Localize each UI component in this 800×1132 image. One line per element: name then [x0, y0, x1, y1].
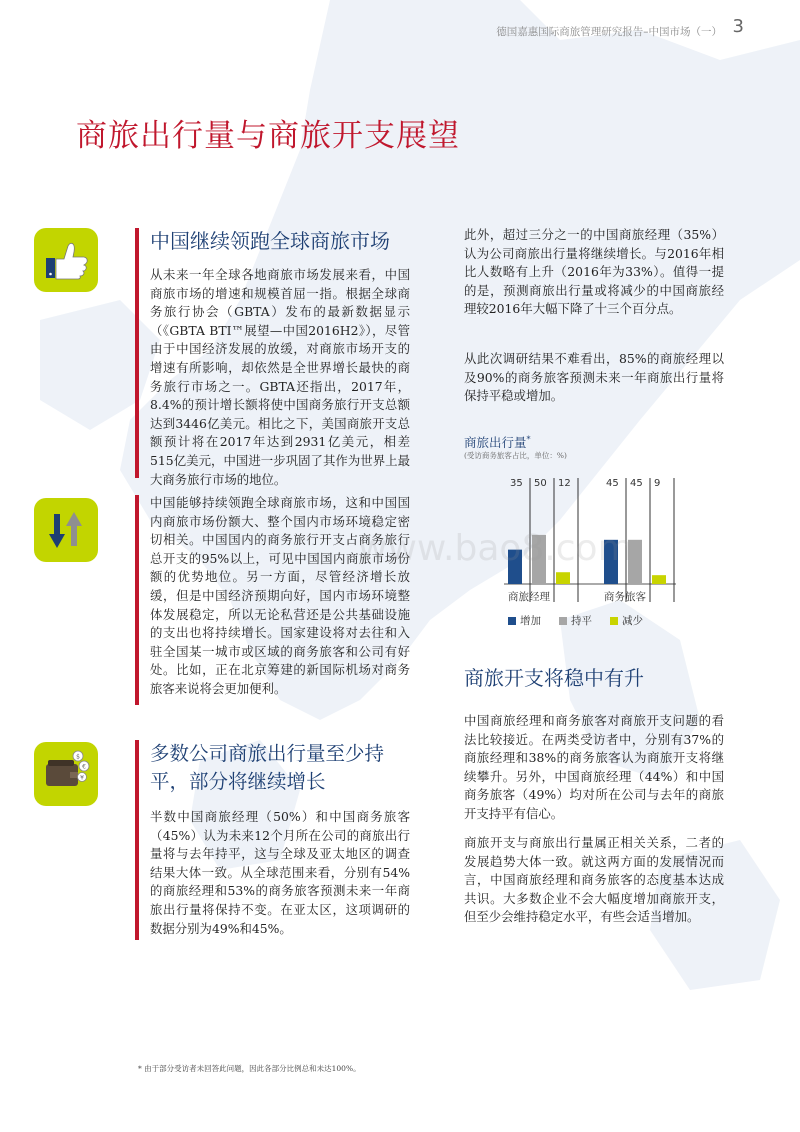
chart-title-text: 商旅出行量 [464, 435, 527, 450]
legend-label-decrease: 减少 [622, 615, 643, 627]
bar-value-label: 12 [558, 478, 571, 489]
svg-text:¥: ¥ [80, 774, 84, 782]
legend-item-flat [559, 613, 592, 628]
thumbs-up-icon [34, 228, 98, 292]
legend-item-increase [508, 613, 541, 628]
page-title: 商旅出行量与商旅开支展望 [76, 118, 460, 154]
svg-text:€: € [82, 763, 86, 771]
section1b-accent-bar [135, 495, 139, 705]
legend-label-increase: 增加 [520, 615, 541, 627]
chart-title [464, 433, 531, 451]
up-down-arrows-icon [34, 498, 98, 562]
bar-减少-商务旅客 [652, 575, 666, 584]
bar-减少-商旅经理 [556, 572, 570, 584]
section3-paragraph-2: 商旅开支与商旅出行量属正相关关系，二者的发展趋势大体一致。就这两方面的发展情况而言，中国商旅经理和商务旅客的态度基本达成共识。大多数企业不会大幅度增加商旅开支，但至少会维持稳定水平，有些会适当增加。 [464, 835, 724, 925]
legend-item-decrease [610, 613, 643, 628]
legend-label-flat: 持平 [571, 615, 592, 627]
chart-legend [508, 613, 643, 628]
category-label: 商务旅客 [604, 591, 646, 603]
section3-paragraph-1: 中国商旅经理和商务旅客对商旅开支问题的看法比较接近。在两类受访者中，分别有37%的商旅经理和38%的商务旅客认为商旅开支将继续攀升。另外，中国商旅经理（44%）和中国商务旅客（49%）均对所在公司与去年的商旅开支持平有信心。 [464, 713, 724, 821]
section1-paragraph-1: 从未来一年全球各地商旅市场发展来看，中国商旅市场的增速和规模首屈一指。根据全球商务旅行协会（GBTA）发布的最新数据显示（《GBTA BTI™展望—中国2016H2》），尽管由于中国经济发展的放缓，对商旅市场开支的增速有所影响，却依然是全世界增长最快的商务旅行市场之一。GBTA还指出，2017年，8.4%的预计增长额将使中国商务旅行开支总额达到3446亿美元。相比之下，美国商旅开支总额预计将在2017年达到2931亿美元，相差515亿美元，中国进一步巩固了其作为世界上最大商务旅行市场的地位。 [150, 267, 410, 487]
section1-accent-bar [135, 228, 139, 478]
legend-swatch-decrease [610, 617, 618, 625]
wallet-coins-icon [34, 742, 98, 806]
watermark: www.bao8.com [358, 528, 633, 569]
bar-value-label: 50 [534, 478, 547, 489]
section2-accent-bar [135, 740, 139, 940]
report-header-title: 德国嘉惠国际商旅管理研究报告–中国市场（一） [496, 26, 722, 38]
section3-title: 商旅开支将稳中有升 [464, 666, 644, 690]
section1-paragraph-2: 中国能够持续领跑全球商旅市场，这和中国国内商旅市场份额大、整个国内市场环境稳定密切相关。中国国内的商务旅行开支占商务旅行总开支的95%以上，可见中国国内商旅市场份额的优势地位。另一方面，尽管经济增长放缓，但是中国经济预期向好，国内市场环境整体发展稳定，所以无论私营还是公共基础设施的支出也将持续增长。国家建设将对去往和入驻全国某一城市或区域的商务旅客和公司有好处。比如，正在北京筹建的新国际机场对商务旅客来说将会更加便利。 [150, 495, 410, 696]
bar-value-label: 35 [510, 478, 523, 489]
legend-swatch-increase [508, 617, 516, 625]
section2-paragraph-1: 半数中国商旅经理（50%）和中国商务旅客（45%）认为未来12个月所在公司的商旅出行量将与去年持平，这与全球及亚太地区的调查结果大体一致。从全球范围来看，分别有54%的商旅经理和53%的商务旅客预测未来一年商旅出行量将保持不变。在亚太区，这项调研的数据分别为49%和45%。 [150, 809, 410, 936]
section1-title: 中国继续领跑全球商旅市场 [150, 229, 390, 253]
page-number: 3 [732, 16, 744, 37]
chart-title-mark: * [526, 434, 531, 444]
footnote: * 由于部分受访者未回答此问题，因此各部分比例总和未达100%。 [138, 1064, 361, 1073]
svg-text:$: $ [76, 753, 80, 761]
right-paragraph-2: 从此次调研结果不难看出，85%的商旅经理以及90%的商务旅客预测未来一年商旅出行量将保持平稳或增加。 [464, 351, 724, 404]
legend-swatch-flat [559, 617, 567, 625]
right-paragraph-1: 此外，超过三分之一的中国商旅经理（35%）认为公司商旅出行量将继续增长。与2016年相比人数略有上升（2016年为33%）。值得一提的是，预测商旅出行量或将减少的中国商旅经理较2016年大幅下降了十三个百分点。 [464, 227, 724, 317]
category-label: 商旅经理 [508, 591, 550, 603]
bar-value-label: 45 [606, 478, 619, 489]
bar-value-label: 9 [654, 478, 661, 489]
chart-subtitle: (受访商务旅客占比，单位：%) [464, 451, 567, 460]
bar-value-label: 45 [630, 478, 643, 489]
section2-title: 多数公司商旅出行量至少持平，部分将继续增长 [150, 742, 385, 793]
